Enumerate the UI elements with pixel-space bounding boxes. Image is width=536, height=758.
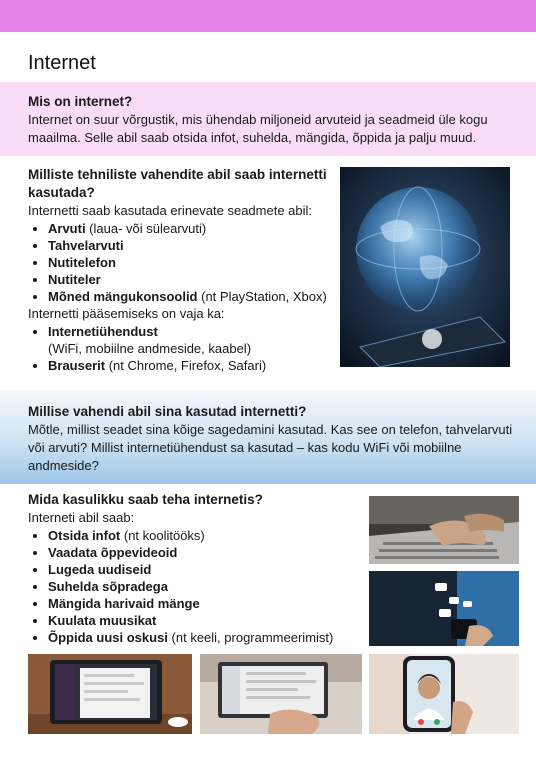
list-item: • Tahvelarvuti (48, 237, 328, 254)
section-heading: Mis on internet? (28, 94, 133, 109)
tablet-icon (28, 654, 192, 734)
list-item: • Mängida harivaid mänge (48, 595, 358, 612)
list-item: • Kuulata muusikat (48, 612, 358, 629)
list-item: • Vaadata õppevideoid (48, 544, 358, 561)
typing-laptop-photo (369, 496, 519, 564)
section-useful-things (28, 491, 358, 646)
tablet-desk-photo (28, 654, 192, 734)
section-intro: Interneti abil saab: (28, 510, 135, 525)
list-item: • Lugeda uudiseid (48, 561, 358, 578)
laptop-icon (200, 654, 362, 734)
list-item: • Arvuti (laua- või sülearvuti) (48, 220, 328, 237)
video-call-photo (369, 654, 519, 734)
globe-icon (340, 167, 510, 367)
chat-bubbles-icon (369, 571, 519, 646)
section-what-is-internet (28, 93, 508, 147)
page-title: Internet (28, 52, 96, 74)
laptop-keyboard-icon (369, 496, 519, 564)
laptop-browsing-photo (200, 654, 362, 734)
globe-phone-photo (340, 167, 510, 367)
list-item: • Otsida infot (nt koolitööks) (48, 527, 358, 544)
list-item: • Brauserit (nt Chrome, Firefox, Safari) (48, 357, 328, 374)
phone-chat-photo (369, 571, 519, 646)
list-item: • Nutitelefon (48, 254, 328, 271)
useful-list (28, 527, 358, 646)
top-accent-bar (0, 0, 536, 32)
list-item: • Suhelda sõpradega (48, 578, 358, 595)
section-needs-intro: Internetti pääsemiseks on vaja ka: (28, 306, 225, 321)
device-list (28, 220, 328, 305)
section-devices (28, 166, 328, 374)
needs-list (28, 323, 328, 374)
phone-video-icon (369, 654, 519, 734)
section-heading: Milliste tehniliste vahendite abil saab internetti kasutada? (28, 167, 327, 200)
section-text: Internet on suur võrgustik, mis ühendab miljoneid arvuteid ja seadmeid üle kogu maailma. Selle abil saab otsida infot, suhelda, mängida, õppida ja palju muud. (28, 112, 488, 145)
section-heading: Millise vahendi abil sina kasutad internetti? (28, 404, 307, 419)
list-item: • Mõned mängukonsoolid (nt PlayStation, Xbox) (48, 288, 328, 305)
section-text: Mõtle, millist seadet sina kõige sagedamini kasutad. Kas see on telefon, tahvelarvuti või arvuti? Millist internetiühendust sa kasutad – kas kodu WiFi või mobiilne andmeside? (28, 422, 513, 473)
list-item: • Nutiteler (48, 271, 328, 288)
list-item: • Internetiühendust (WiFi, mobiilne andmeside, kaabel) (48, 323, 328, 357)
list-item: • Õppida uusi oskusi (nt keeli, programmeerimist) (48, 629, 358, 646)
section-heading: Mida kasulikku saab teha internetis? (28, 492, 263, 507)
section-intro: Internetti saab kasutada erinevate seadmete abil: (28, 203, 313, 218)
section-your-device (28, 403, 518, 475)
